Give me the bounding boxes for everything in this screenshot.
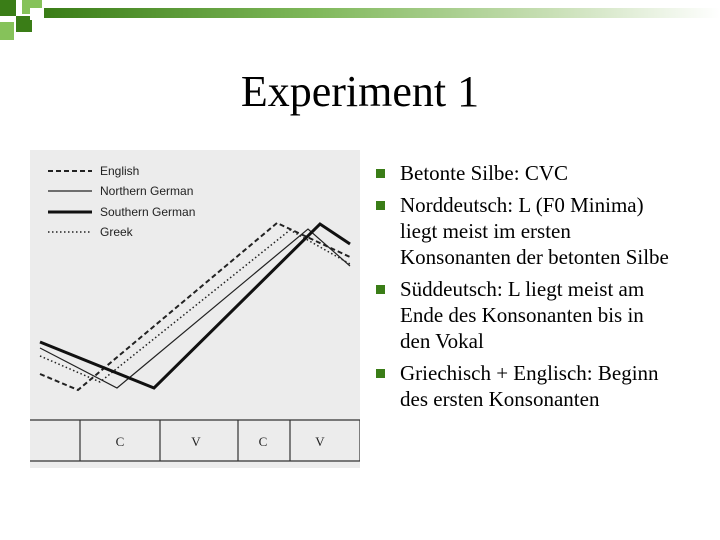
f0-contour-svg [30,150,360,468]
legend [48,164,195,239]
header-square-light-2 [0,22,14,40]
bullet-square-icon [376,169,385,178]
segment-label-c1: C [115,434,125,449]
legend-label-northern-german: Northern German [100,184,194,198]
bullet-item [374,276,674,354]
segment-label-v2: V [315,434,325,449]
segment-label-c2: C [258,434,268,449]
header-gradient-bar [44,8,720,18]
bullet-square-icon [376,285,385,294]
bullet-text: Norddeutsch: L (F0 Minima) liegt meist im ersten Konsonanten der betonten Silbe [400,193,669,269]
bullet-square-icon [376,369,385,378]
f0-contour-figure [30,150,360,468]
header-square-dark-1 [0,0,16,16]
bullet-text: Betonte Silbe: CVC [400,161,568,185]
segment-tier [30,420,360,461]
contour-english [40,223,350,390]
bullet-square-icon [376,201,385,210]
contour-southern-german [40,224,350,388]
legend-label-english: English [100,164,140,178]
bullet-item [374,160,674,186]
bullet-text: Griechisch + Englisch: Beginn des ersten Konsonanten [400,361,659,411]
bullet-list [374,160,674,418]
header-square-white [30,8,42,20]
contour-northern-german [40,229,350,388]
legend-label-southern-german: Southern German [100,205,196,219]
bullet-text: Süddeutsch: L liegt meist am Ende des Konsonanten bis in den Vokal [400,277,645,353]
bullet-item [374,192,674,270]
bullet-item [374,360,674,412]
legend-label-greek: Greek [100,225,133,239]
slide-title: Experiment 1 [240,67,480,116]
segment-label-v1: V [191,434,201,449]
